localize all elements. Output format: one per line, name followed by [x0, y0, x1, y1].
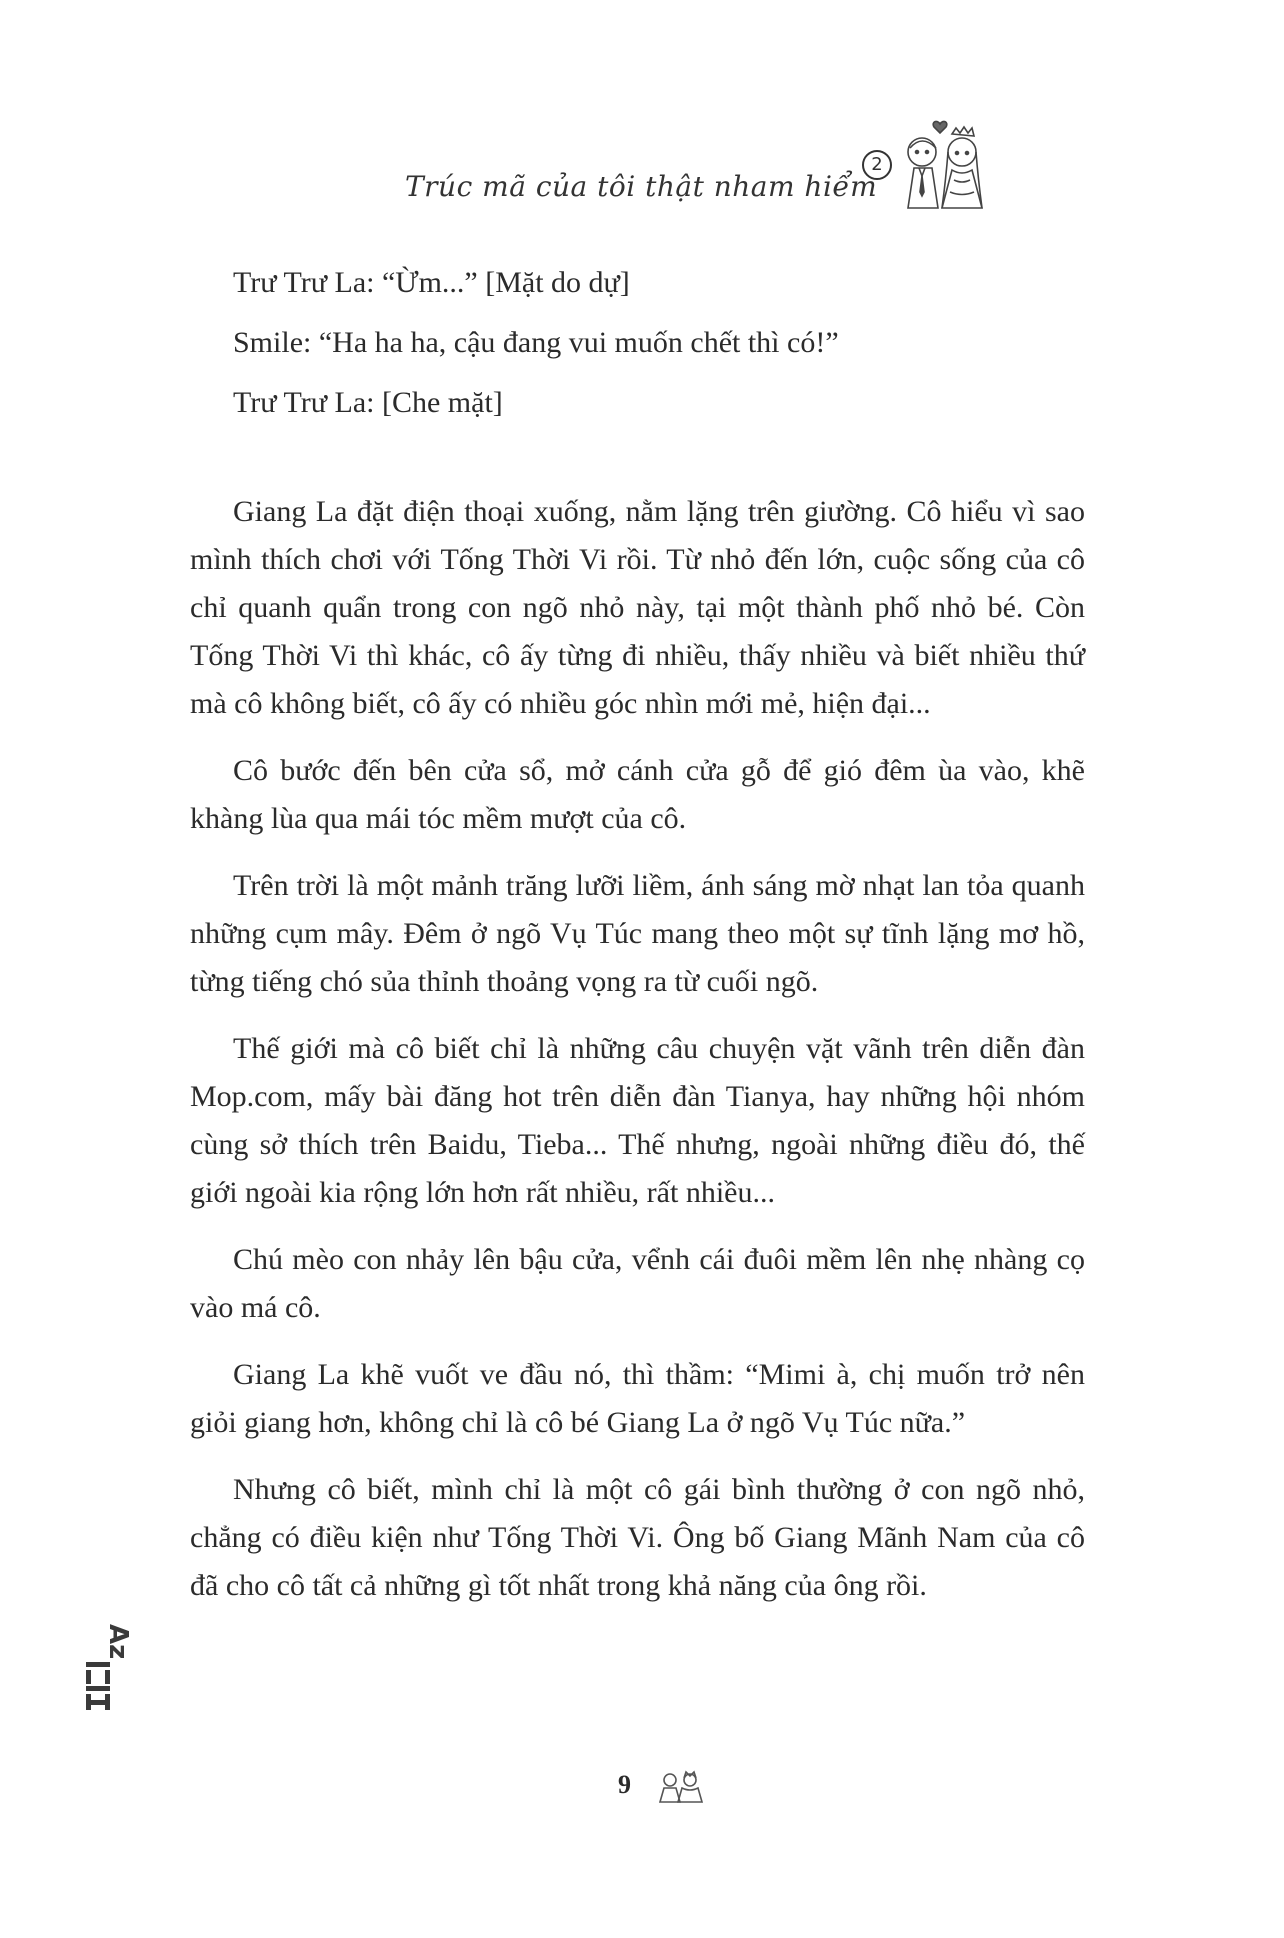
book-title: Trúc mã của tôi thật nham hiểm	[405, 170, 878, 203]
paragraph: Giang La đặt điện thoại xuống, nằm lặng trên giường. Cô hiểu vì sao mình thích chơi với Tống Thời Vi rồi. Từ nhỏ đến lớn, cuộc sống của cô chỉ quanh quẩn trong con ngõ nhỏ này, tại một thành phố nhỏ bé. Còn Tống Thời Vi thì khác, cô ấy từng đi nhiều, thấy nhiều và biết nhiều thứ mà cô không biết, cô ấy có nhiều góc nhìn mới mẻ, hiện đại...	[190, 495, 1085, 720]
chat-line: Smile: “Ha ha ha, cậu đang vui muốn chết thì có!”	[233, 326, 839, 359]
volume-badge: 2	[862, 150, 892, 180]
paragraph: Cô bước đến bên cửa sổ, mở cánh cửa gỗ để gió đêm ùa vào, khẽ khàng lùa qua mái tóc mềm mượt của cô.	[190, 754, 1085, 835]
running-header	[0, 118, 1284, 218]
page-number: 9	[618, 1770, 631, 1799]
chat-log	[233, 262, 839, 442]
couple-illustration	[890, 118, 990, 218]
chat-line: Trư Trư La: “Ừm...” [Mặt do dự]	[233, 266, 630, 299]
paragraph: Nhưng cô biết, mình chỉ là một cô gái bình thường ở con ngõ nhỏ, chẳng có điều kiện như Tống Thời Vi. Ông bố Giang Mãnh Nam của cô đã cho cô tất cả những gì tốt nhất trong khả năng của ông rồi.	[190, 1473, 1085, 1602]
paragraph: Chú mèo con nhảy lên bậu cửa, vểnh cái đuôi mềm lên nhẹ nhàng cọ vào má cô.	[190, 1243, 1085, 1324]
heart-icon	[933, 121, 947, 133]
publisher-logo	[80, 1620, 133, 1720]
svg-text:Az: Az	[103, 1624, 133, 1660]
paragraph: Thế giới mà cô biết chỉ là những câu chuyện vặt vãnh trên diễn đàn Mop.com, mấy bài đăng hot trên diễn đàn Tianya, hay những hội nhóm cùng sở thích trên Baidu, Tieba... Thế nhưng, ngoài những điều đó, thế giới ngoài kia rộng lớn hơn rất nhiều, rất nhiều...	[190, 1032, 1085, 1209]
paragraph: Trên trời là một mảnh trăng lưỡi liềm, ánh sáng mờ nhạt lan tỏa quanh những cụm mây. Đêm ở ngõ Vụ Túc mang theo một sự tĩnh lặng mơ hồ, từng tiếng chó sủa thỉnh thoảng vọng ra từ cuối ngõ.	[190, 869, 1085, 998]
paragraph: Giang La khẽ vuốt ve đầu nó, thì thầm: “Mimi à, chị muốn trở nên giỏi giang hơn, không chỉ là cô bé Giang La ở ngõ Vụ Túc nữa.”	[190, 1358, 1085, 1439]
footer-doodle	[658, 1770, 704, 1804]
body-text	[190, 488, 1085, 1629]
chat-line: Trư Trư La: [Che mặt]	[233, 386, 503, 419]
